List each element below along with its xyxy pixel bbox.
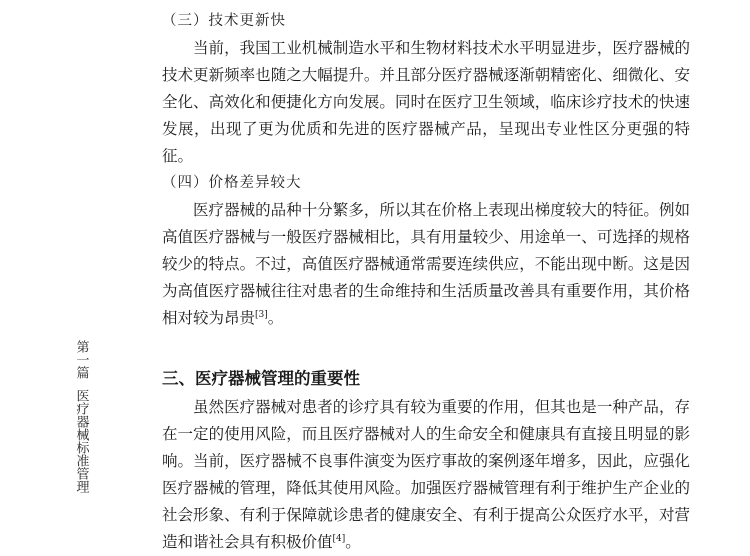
- citation-ref-3: [3]: [255, 309, 268, 320]
- subsection-heading-price-diff: （四）价格差异较大: [162, 175, 302, 191]
- subsection-heading-tech-update: （三）技术更新快: [162, 13, 286, 29]
- paragraph-importance-text: 虽然医疗器械对患者的诊疗具有较为重要的作用，但其也是一种产品，存在一定的使用风险，而且医疗器械对人的生命安全和健康具有直接且明显的影响。当前，医疗器械不良事件演变为医疗事故的案例逐年增多，因此，应强化医疗器械的管理，降低其使用风险。加强医疗器械管理有利于维护生产企业的社会形象、有利于保障就诊患者的健康安全、有利于提高公众医疗水平，对营造和谐社会具有积极价值: [162, 398, 690, 551]
- citation-ref-4: [4]: [332, 533, 346, 544]
- paragraph-importance: [162, 394, 690, 556]
- part-number-label: 第一篇: [73, 340, 89, 379]
- part-side-label: [70, 340, 92, 493]
- main-content: [162, 8, 690, 556]
- paragraph-tech-update: 当前，我国工业机械制造水平和生物材料技术水平明显进步，医疗器械的技术更新频率也随之大幅提升。并且部分医疗器械逐渐朝精密化、细微化、安全化、高效化和便捷化方向发展。同时在医疗卫生领域，临床诊疗技术的快速发展，出现了更为优质和先进的医疗器械产品，呈现出专业性区分更强的特征。: [162, 39, 690, 165]
- section-heading-importance: 三、医疗器械管理的重要性: [162, 369, 360, 388]
- paragraph-price-diff: [162, 197, 690, 332]
- part-title-label: 医疗器械标准管理: [73, 389, 89, 493]
- paragraph-price-diff-tail: 。: [267, 309, 284, 327]
- paragraph-importance-tail: 。: [345, 533, 361, 551]
- paragraph-price-diff-text: 医疗器械的品种十分繁多，所以其在价格上表现出梯度较大的特征。例如高值医疗器械与一般医疗器械相比，具有用量较少、用途单一、可选择的规格较少的特点。不过，高值医疗器械通常需要连续供应，不能出现中断。这是因为高值医疗器械往往对患者的生命维持和生活质量改善具有重要作用，其价格相对较为昂贵: [162, 201, 690, 327]
